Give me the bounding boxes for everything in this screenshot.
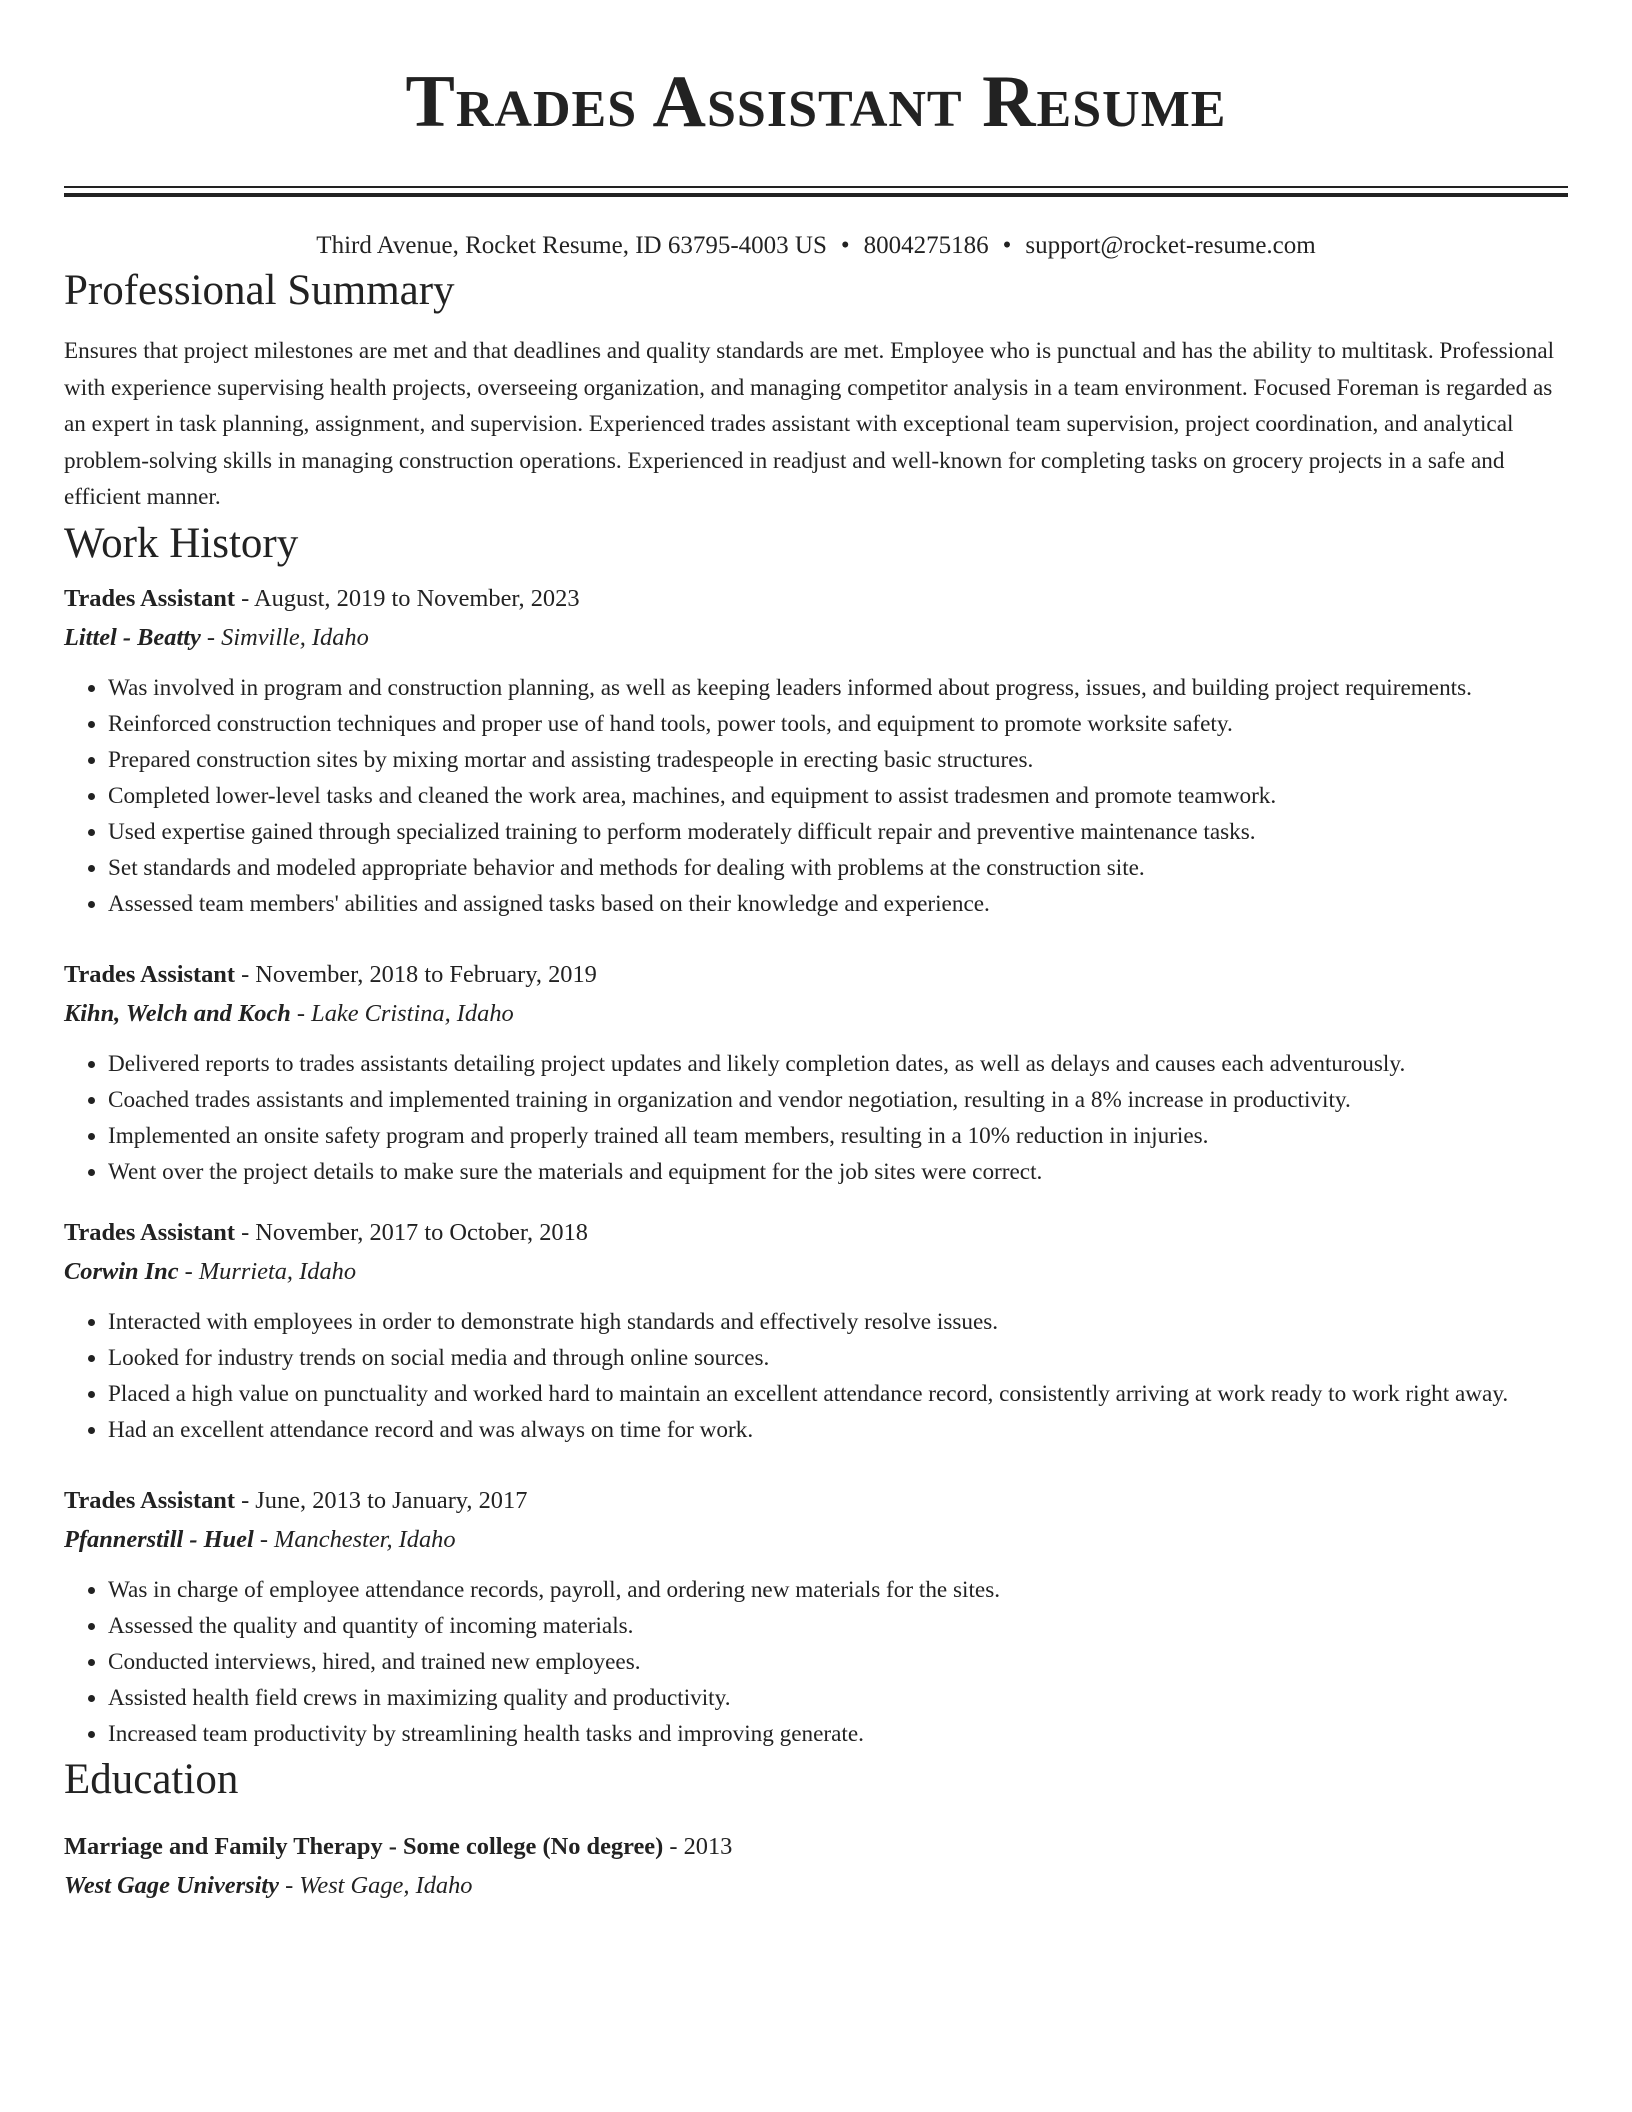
list-item: • Was involved in program and construction planning, as well as keeping leaders informed about progress, issues, and building project requirements. [108,670,1568,706]
job-company: Kihn, Welch and Koch [64,999,291,1027]
list-item: • Had an excellent attendance record and was always on time for work. [108,1412,1568,1448]
job-bullets [64,1046,1568,1190]
list-item: • Went over the project details to make sure the materials and equipment for the job sites were correct. [108,1154,1568,1190]
title-divider [64,186,1568,197]
contact-line [64,229,1568,263]
job-location: - Manchester, Idaho [253,1525,456,1553]
education-entry [64,1828,1568,1906]
resume-title: Trades Assistant Resume [405,61,1227,143]
job-company: Corwin Inc [64,1257,179,1285]
job-bullets [64,1304,1568,1448]
job-entry [64,580,1568,922]
job-location: - Lake Cristina, Idaho [290,999,514,1027]
job-location: - Murrieta, Idaho [178,1257,357,1285]
list-item: • Assessed team members' abilities and assigned tasks based on their knowledge and experience. [108,886,1568,922]
contact-separator: • [840,232,850,259]
job-dates: - August, 2019 to November, 2023 [234,584,580,612]
list-item: • Implemented an onsite safety program and properly trained all team members, resulting in a 10% reduction in injuries. [108,1118,1568,1154]
list-item: • Interacted with employees in order to demonstrate high standards and effectively resolve issues. [108,1304,1568,1340]
list-item: • Increased team productivity by streamlining health tasks and improving generate. [108,1716,1568,1752]
job-employer [64,618,1568,658]
education-location: - West Gage, Idaho [278,1871,473,1899]
contact-separator: • [1002,232,1012,259]
job-entry [64,956,1568,1190]
education-institution [64,1866,1568,1906]
list-item: • Prepared construction sites by mixing mortar and assisting tradespeople in erecting basic structures. [108,742,1568,778]
list-item: • Conducted interviews, hired, and trained new employees. [108,1644,1568,1680]
education-year: - 2013 [663,1832,733,1860]
summary-heading: Professional Summary [64,267,455,314]
job-entry [64,1482,1568,1752]
education-school: West Gage University [64,1871,279,1899]
education-heading: Education [64,1755,239,1803]
list-item: • Completed lower-level tasks and cleaned the work area, machines, and equipment to assist tradesmen and promote teamwork. [108,778,1568,814]
list-item: • Delivered reports to trades assistants detailing project updates and likely completion dates, as well as delays and causes each adventurously. [108,1046,1568,1082]
job-location: - Simville, Idaho [200,623,369,651]
job-role: Trades Assistant [64,960,235,988]
job-company: Pfannerstill - Huel [64,1525,254,1553]
contact-email: support@rocket-resume.com [1025,232,1316,259]
list-item: • Assisted health field crews in maximizing quality and productivity. [108,1680,1568,1716]
job-dates: - November, 2018 to February, 2019 [234,960,597,988]
list-item: • Assessed the quality and quantity of incoming materials. [108,1608,1568,1644]
list-item: • Was in charge of employee attendance records, payroll, and ordering new materials for the sites. [108,1572,1568,1608]
job-employer [64,1252,1568,1292]
summary-text: Ensures that project milestones are met and that deadlines and quality standards are met. Employee who is punctual and has the ability to multitask. Professional with experience supervising health projects, overseeing organization, and managing competitor analysis in a team environment. Focused Foreman is regarded as an expert in task planning, assignment, and supervision. Experienced trades assistant with exceptional team supervision, project coordination, and analytical problem-solving skills in managing construction operations. Experienced in readjust and well-known for completing tasks on grocery projects in a safe and efficient manner. [64,338,1555,510]
job-role: Trades Assistant [64,584,235,612]
list-item: • Looked for industry trends on social media and through online sources. [108,1340,1568,1376]
education-header [64,1828,1568,1866]
job-header [64,580,1568,618]
job-role: Trades Assistant [64,1486,235,1514]
job-employer [64,1520,1568,1560]
job-dates: - June, 2013 to January, 2017 [234,1486,528,1514]
job-header [64,956,1568,994]
list-item: • Coached trades assistants and implemented training in organization and vendor negotiation, resulting in a 8% increase in productivity. [108,1082,1568,1118]
divider-thick-line [64,193,1568,197]
job-header [64,1214,1568,1252]
education-degree: Marriage and Family Therapy - Some college (No degree) [64,1832,664,1860]
job-employer [64,994,1568,1034]
list-item: • Reinforced construction techniques and proper use of hand tools, power tools, and equipment to promote worksite safety. [108,706,1568,742]
list-item: • Placed a high value on punctuality and worked hard to maintain an excellent attendance record, consistently arriving at work ready to work right away. [108,1376,1568,1412]
list-item: • Set standards and modeled appropriate behavior and methods for dealing with problems at the construction site. [108,850,1568,886]
job-bullets [64,670,1568,922]
contact-address: Third Avenue, Rocket Resume, ID 63795-4003 US [316,232,827,259]
job-dates: - November, 2017 to October, 2018 [234,1218,588,1246]
contact-phone: 8004275186 [863,232,989,259]
list-item: • Used expertise gained through specialized training to perform moderately difficult repair and preventive maintenance tasks. [108,814,1568,850]
work-history-heading: Work History [64,519,299,567]
job-header [64,1482,1568,1520]
job-role: Trades Assistant [64,1218,235,1246]
job-company: Littel - Beatty [64,623,201,651]
job-entry [64,1214,1568,1448]
job-bullets [64,1572,1568,1752]
